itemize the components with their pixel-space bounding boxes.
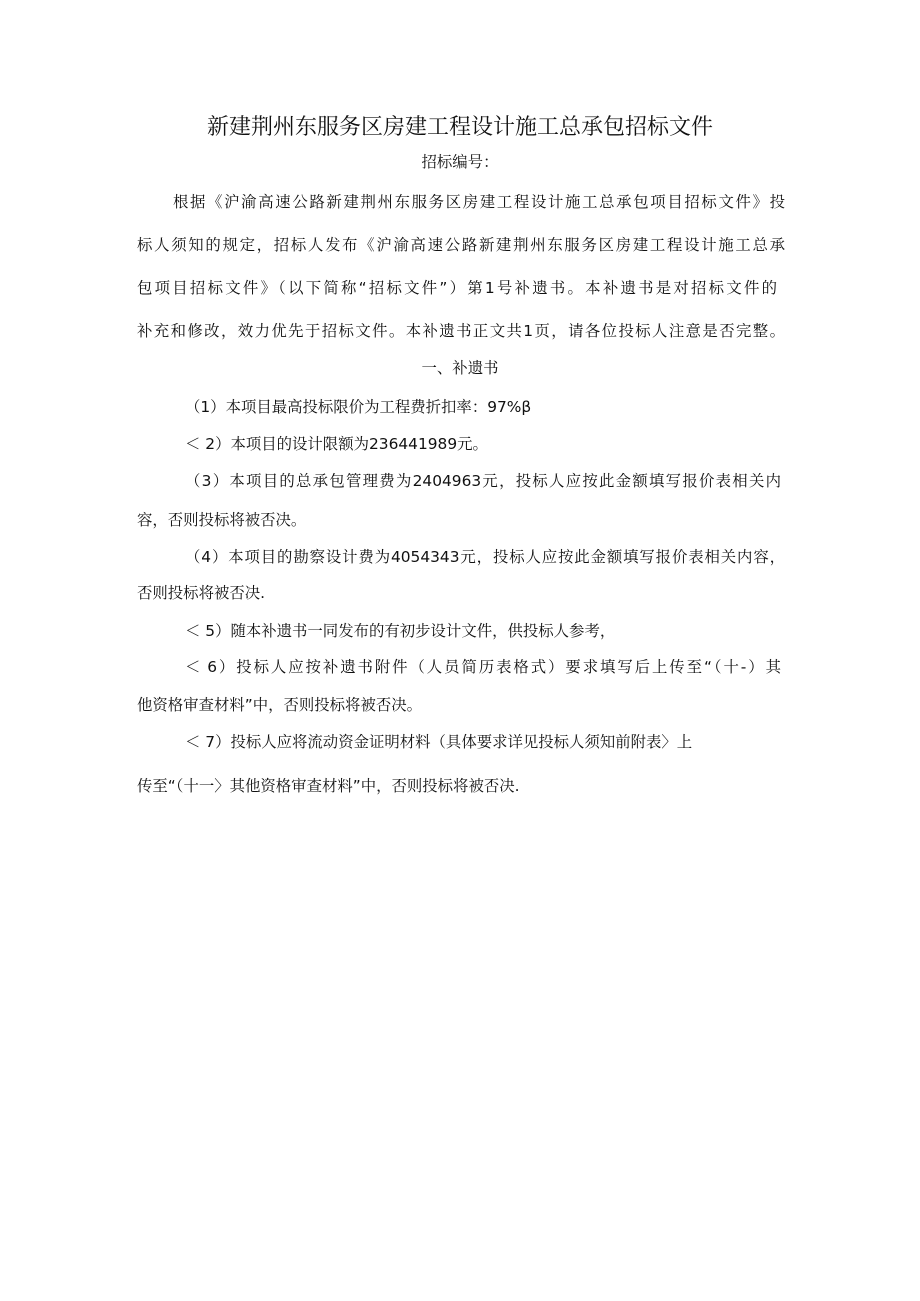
item-4-line-2: 否则投标将被否决. — [137, 584, 266, 602]
bid-number-label: 招标编号： — [421, 153, 499, 171]
document-title: 新建荆州东服务区房建工程设计施工总承包招标文件 — [206, 115, 713, 140]
item-5: ＜ 5）随本补遗书一同发布的有初步设计文件，供投标人参考， — [185, 622, 616, 640]
intro-line: 根据《沪渝高速公路新建荆州东服务区房建工程设计施工总承包项目招标文件》投 — [173, 193, 785, 211]
intro-line: 标人须知的规定，招标人发布《沪渝高速公路新建荆州东服务区房建工程设计施工总承 — [137, 236, 785, 254]
item-7-line-2: 传至“（十一〉其他资格审查材料”中，否则投标将被否决. — [137, 777, 520, 795]
intro-line: 补充和修改，效力优先于招标文件。本补遗书正文共1页，请各位投标人注意是否完整。 — [137, 322, 785, 340]
item-4-line-1: （4）本项目的勘察设计费为4054343元，投标人应按此金额填写报价表相关内容， — [185, 548, 785, 566]
section-heading: 一、补遗书 — [421, 359, 499, 377]
item-3-line-2: 容，否则投标将被否决。 — [137, 511, 307, 529]
item-6-line-1: ＜ 6）投标人应按补遗书附件（人员简历表格式）要求填写后上传至“（十-）其 — [185, 658, 781, 676]
item-2: ＜ 2）本项目的设计限额为236441989元。 — [185, 435, 488, 453]
item-1: （1）本项目最高投标限价为工程费折扣率：97%β — [185, 398, 532, 416]
intro-line: 包项目招标文件》（以下简称“招标文件”）第1号补遗书。本补遗书是对招标文件的 — [137, 279, 777, 297]
item-7-line-1: ＜ 7）投标人应将流动资金证明材料（具体要求详见投标人须知前附表〉上 — [185, 733, 693, 751]
item-6-line-2: 他资格审查材料”中，否则投标将被否决。 — [137, 696, 423, 714]
item-3-line-1: （3）本项目的总承包管理费为2404963元，投标人应按此金额填写报价表相关内 — [185, 472, 781, 490]
